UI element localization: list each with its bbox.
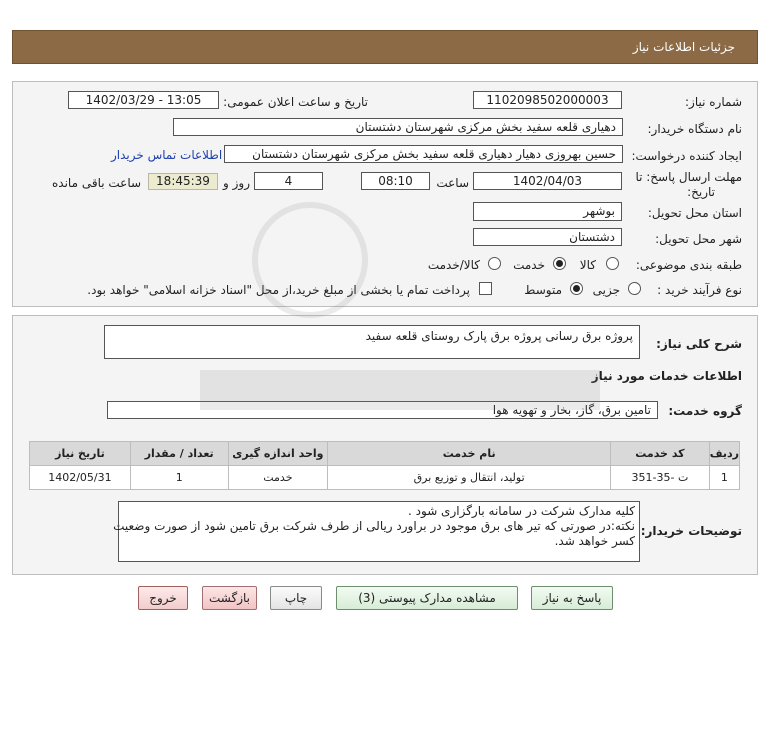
row-number-cell: 1	[709, 466, 739, 490]
page-title: جزئیات اطلاعات نیاز	[632, 40, 735, 54]
buyer-notes-box	[113, 501, 640, 562]
services-section-title: اطلاعات خدمات مورد نیاز	[591, 369, 742, 383]
print-button[interactable]: چاپ	[270, 586, 322, 610]
need-number-field: 1102098502000003	[473, 91, 622, 109]
province-field: بوشهر	[473, 202, 622, 221]
process-radio-medium[interactable]	[570, 282, 583, 295]
services-table	[29, 441, 740, 490]
deadline-label: مهلت ارسال پاسخ: تا	[635, 170, 742, 184]
buyer-contact-link[interactable]: اطلاعات تماس خریدار	[111, 148, 223, 162]
need-number-label: شماره نیاز:	[685, 95, 742, 109]
days-label: روز و	[223, 176, 250, 190]
page-header	[12, 30, 758, 64]
need-summary-field: پروژه برق رسانی پروژه برق پارک روستای قلعه سفید	[104, 325, 640, 359]
deadline-label-date: تاریخ:	[687, 185, 715, 199]
buyer-notes-line: نکته:در صورتی که تیر های برق موجود در براورد ریالی از طرف شرکت برق تامین شود از صورت وضعیت	[113, 519, 635, 533]
requester-field: حسین بهروزی دهیار دهیاری قلعه سفید بخش مرکزی شهرستان دشتستان	[224, 145, 623, 163]
remaining-time-field: 18:45:39	[148, 173, 218, 190]
province-label: استان محل تحویل:	[647, 206, 742, 220]
treasury-payment-note: پرداخت تمام یا بخشی از مبلغ خرید،از محل "اسناد خزانه اسلامی" خواهد بود.	[87, 283, 470, 297]
city-label: شهر محل تحویل:	[655, 232, 742, 246]
service-name-cell: تولید، انتقال و توزیع برق	[328, 466, 611, 490]
unit-cell: خدمت	[228, 466, 328, 490]
city-field: دشتستان	[473, 228, 622, 246]
col-code-header: کد خدمت	[611, 442, 710, 466]
table-row	[30, 466, 740, 490]
process-option-medium: متوسط	[524, 283, 562, 297]
deadline-date-field: 1402/04/03	[473, 172, 622, 190]
buyer-org-field: دهیاری قلعه سفید بخش مرکزی شهرستان دشتستان	[173, 118, 623, 136]
exit-button[interactable]: خروج	[138, 586, 188, 610]
process-option-minor: جزیی	[592, 283, 620, 297]
need-date-cell: 1402/05/31	[30, 466, 131, 490]
requester-label: ایجاد کننده درخواست:	[631, 149, 742, 163]
view-attachments-button[interactable]: مشاهده مدارک پیوستی (3)	[336, 586, 518, 610]
buyer-notes-line: کلیه مدارک شرکت در سامانه بارگزاری شود .	[408, 504, 635, 518]
buyer-org-label: نام دستگاه خریدار:	[647, 122, 742, 136]
deadline-time-label: ساعت	[436, 176, 469, 190]
category-radio-goods-service[interactable]	[488, 257, 501, 270]
remaining-time-label: ساعت باقی مانده	[52, 176, 142, 190]
buyer-notes-line: کسر خواهد شد.	[554, 534, 635, 548]
category-label: طبقه بندی موضوعی:	[635, 258, 742, 272]
reply-to-need-button[interactable]: پاسخ به نیاز	[531, 586, 613, 610]
remaining-days-field: 4	[254, 172, 323, 190]
need-summary-label: شرح کلی نیاز:	[656, 337, 742, 351]
service-code-cell: ت -35-351	[611, 466, 710, 490]
category-option-goods-service: کالا/خدمت	[427, 258, 480, 272]
category-option-service: خدمت	[513, 258, 545, 272]
col-unit-header: واحد اندازه گیری	[228, 442, 328, 466]
announce-date-field: 1402/03/29 - 13:05	[68, 91, 219, 109]
category-option-goods: کالا	[579, 258, 596, 272]
service-group-label: گروه خدمت:	[668, 404, 742, 418]
col-row-header: ردیف	[709, 442, 739, 466]
treasury-payment-checkbox[interactable]	[479, 282, 492, 295]
announce-date-label: تاریخ و ساعت اعلان عمومی:	[223, 95, 368, 109]
back-button[interactable]: بازگشت	[202, 586, 257, 610]
col-date-header: تاریخ نیاز	[30, 442, 131, 466]
buyer-notes-label: توضیحات خریدار:	[640, 524, 742, 538]
quantity-cell: 1	[130, 466, 228, 490]
service-group-field: تامین برق، گاز، بخار و تهویه هوا	[107, 401, 658, 419]
col-qty-header: تعداد / مقدار	[130, 442, 228, 466]
deadline-time-field: 08:10	[361, 172, 430, 190]
process-label: نوع فرآیند خرید :	[657, 283, 742, 297]
need-info-panel	[12, 81, 758, 307]
col-name-header: نام خدمت	[328, 442, 611, 466]
category-radio-service[interactable]	[553, 257, 566, 270]
process-radio-minor[interactable]	[628, 282, 641, 295]
category-radio-goods[interactable]	[606, 257, 619, 270]
table-header-row	[30, 442, 740, 466]
